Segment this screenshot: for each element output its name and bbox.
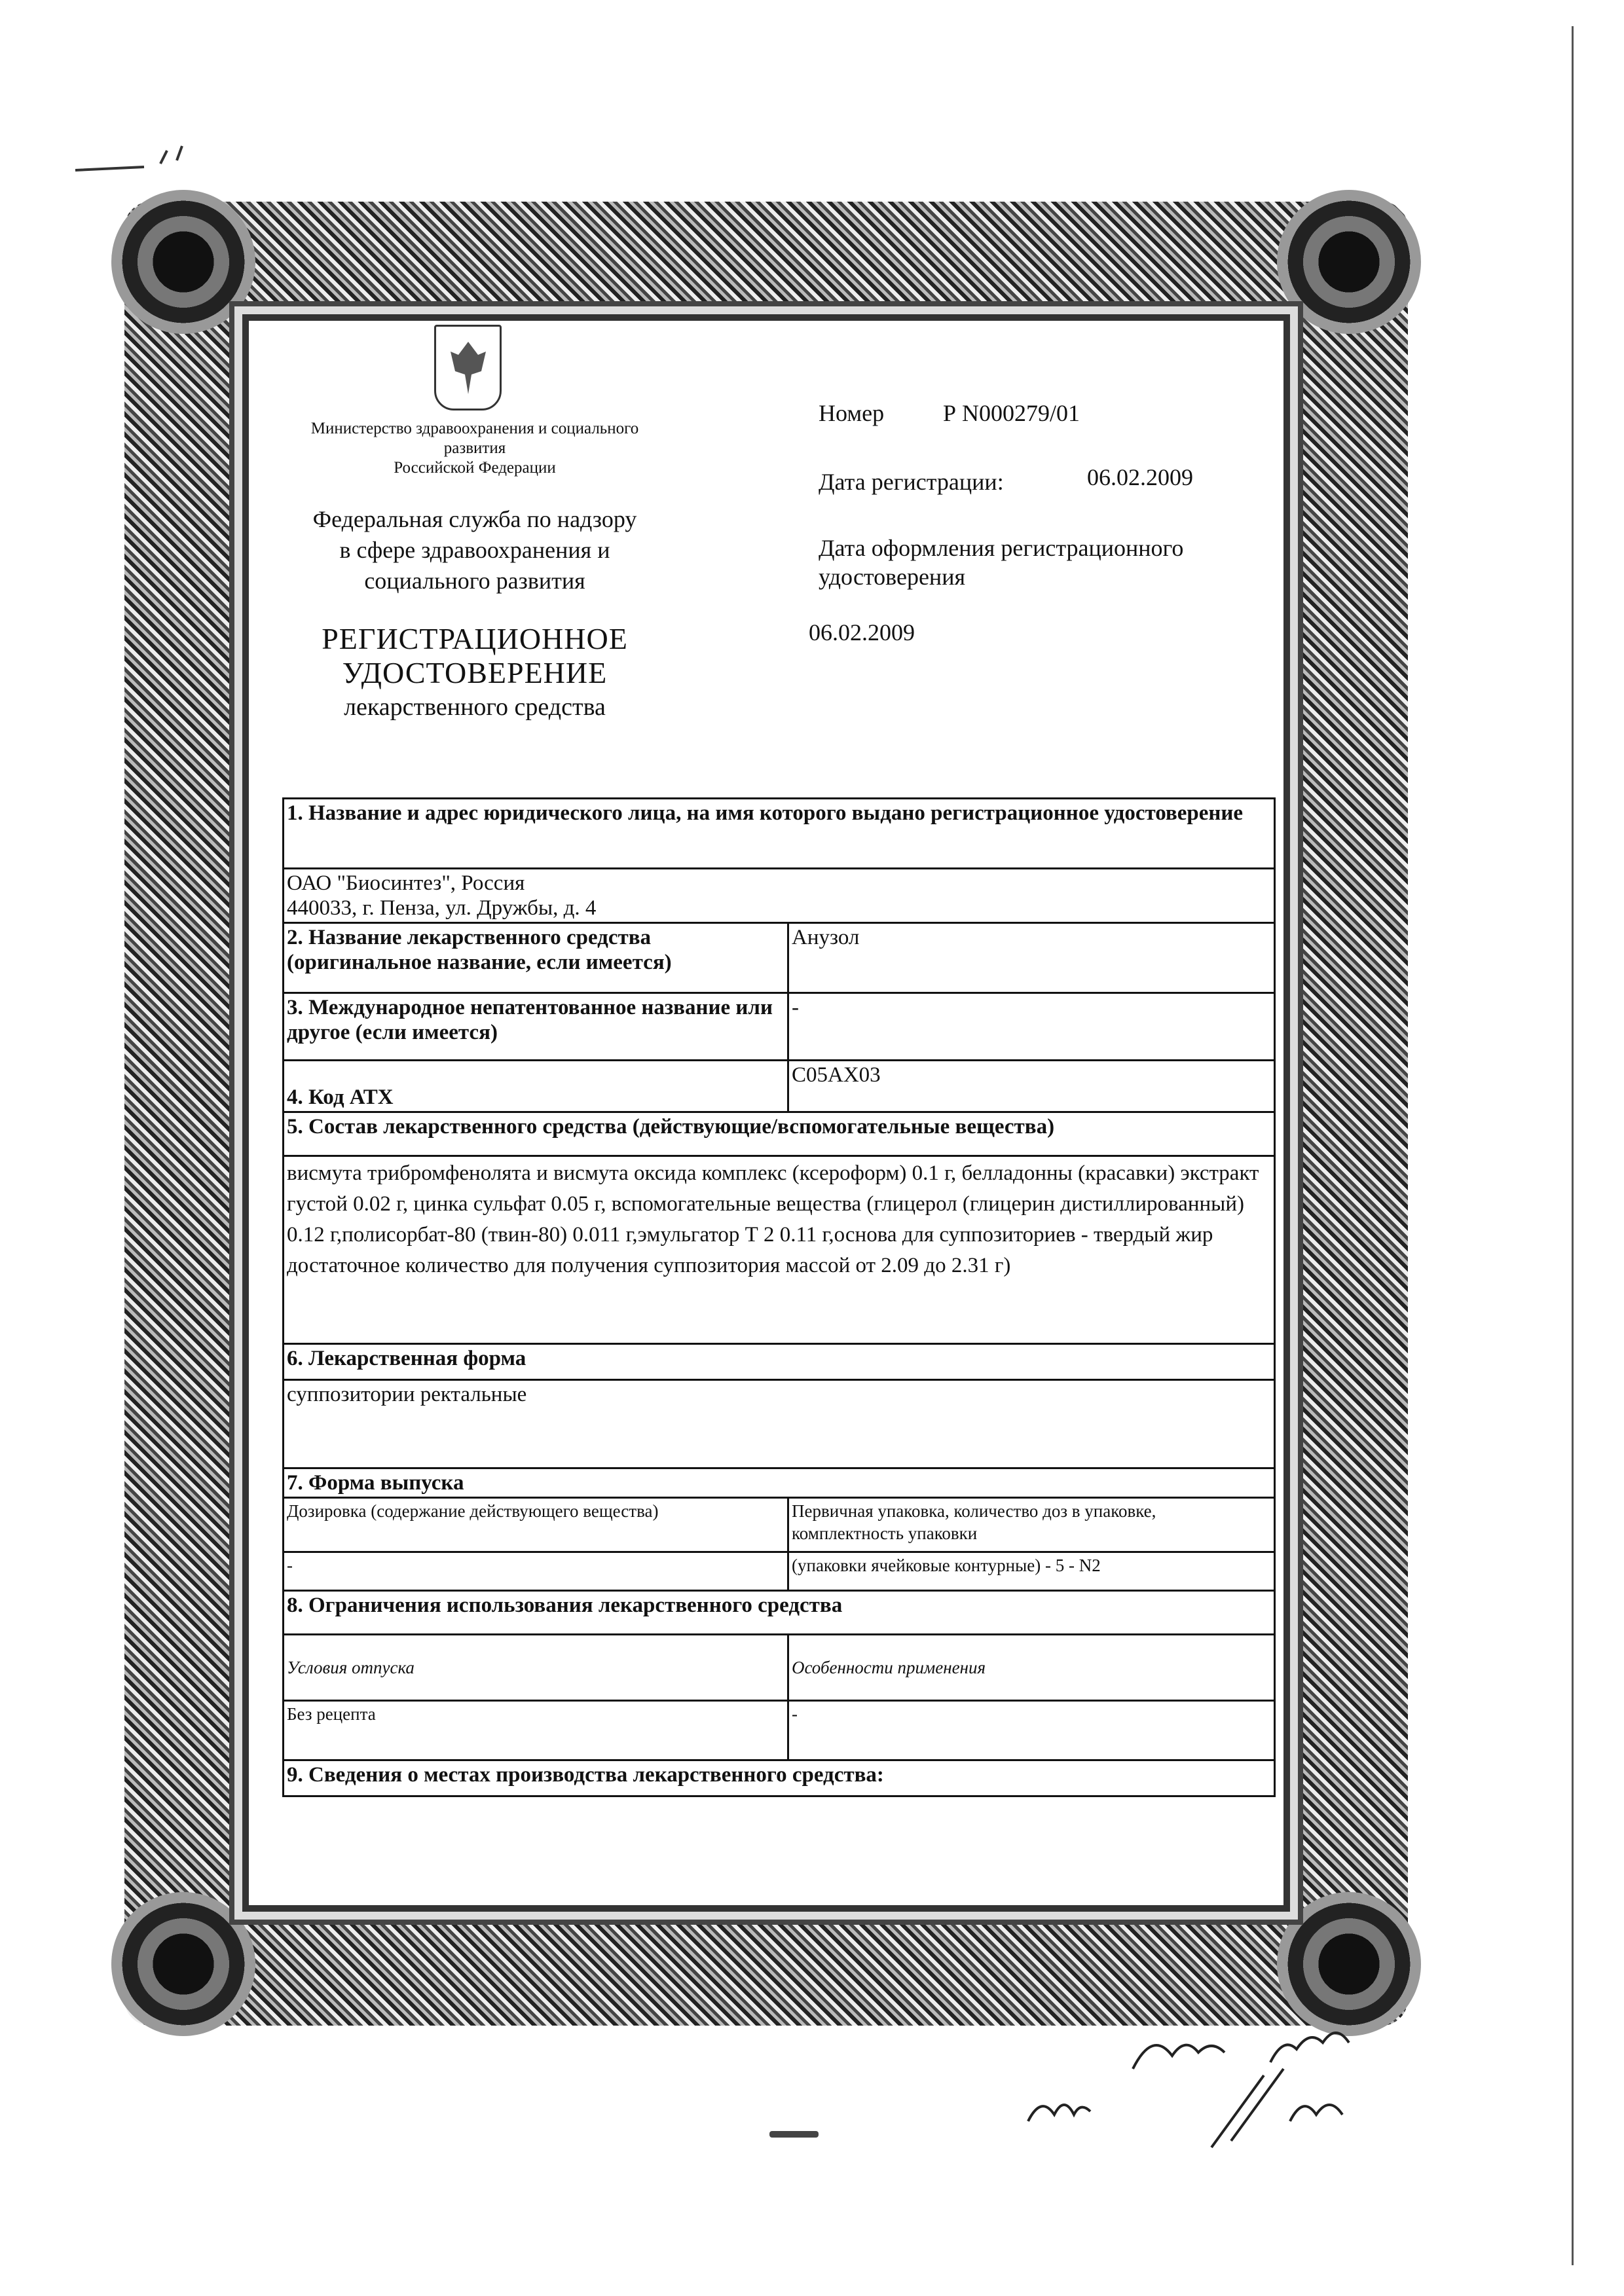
page-edge-line bbox=[1572, 26, 1574, 2265]
registration-table bbox=[282, 797, 1276, 1797]
issue-date-label-line: Дата оформления регистрационного bbox=[819, 535, 1184, 561]
packaging-header: Первичная упаковка, количество доз в упаковке, комплектность упаковки bbox=[788, 1498, 1275, 1552]
handwritten-signature bbox=[1015, 1990, 1486, 2160]
section-2-row bbox=[284, 923, 1275, 993]
section-1-value bbox=[284, 869, 1275, 923]
document-title bbox=[216, 622, 733, 690]
section-4-title: 4. Код АТХ bbox=[284, 1061, 788, 1112]
section-6-title-row bbox=[284, 1344, 1275, 1380]
issue-date-label bbox=[819, 534, 1183, 591]
section-1-title: 1. Название и адрес юридического лица, на имя которого выдано регистрационное удостоверение bbox=[284, 799, 1275, 869]
handwritten-mark bbox=[72, 141, 203, 180]
issue-date-value: 06.02.2009 bbox=[809, 619, 915, 646]
section-5-title: 5. Состав лекарственного средства (действующие/вспомогательные вещества) bbox=[284, 1112, 1275, 1156]
document-subtitle: лекарственного средства bbox=[344, 693, 606, 721]
section-8-title: 8. Ограничения использования лекарственного средства bbox=[284, 1591, 1275, 1635]
dosage-form-value: суппозитории ректальные bbox=[284, 1380, 1275, 1468]
ministry-line: Российской Федерации bbox=[394, 459, 556, 477]
border-corner-ornament bbox=[111, 190, 255, 334]
section-3-row bbox=[284, 993, 1275, 1061]
ministry-name bbox=[216, 419, 733, 478]
reg-date-value: 06.02.2009 bbox=[1087, 464, 1193, 490]
dispensing-conditions-value: Без рецепта bbox=[284, 1701, 788, 1760]
section-3-title: 3. Международное непатентованное название или другое (если имеется) bbox=[284, 993, 788, 1061]
dosage-value: - bbox=[284, 1552, 788, 1591]
border-corner-ornament bbox=[1277, 190, 1421, 334]
number-value: Р N000279/01 bbox=[943, 400, 1080, 426]
usage-features-header: Особенности применения bbox=[788, 1635, 1275, 1701]
section-2-title: 2. Название лекарственного средства (оригинальное название, если имеется) bbox=[284, 923, 788, 993]
packaging-value: (упаковки ячейковые контурные) - 5 - N2 bbox=[788, 1552, 1275, 1591]
ministry-line: развития bbox=[443, 439, 506, 457]
service-line: Федеральная служба по надзору bbox=[312, 506, 637, 532]
section-7-header-row bbox=[284, 1498, 1275, 1552]
section-7-title: 7. Форма выпуска bbox=[284, 1468, 1275, 1498]
section-6-value-row bbox=[284, 1380, 1275, 1468]
issue-date-label-line: удостоверения bbox=[819, 564, 966, 590]
section-7-value-row bbox=[284, 1552, 1275, 1591]
composition-value: висмута трибромфенолята и висмута оксида комплекс (ксероформ) 0.1 г, белладонны (красавки) экстракт густой 0.02 г, цинка сульфат 0.05 г, вспомогательные вещества (глицерол (глицерин дистиллированный) 0.12 г,полисорбат-80 (твин-80) 0.011 г,эмульгатор Т 2 0.11 г,основа для суппозиториев - твердый жир достаточное количество для получения суппозитория массой от 2.09 до 2.31 г) bbox=[284, 1156, 1275, 1344]
section-5-title-row bbox=[284, 1112, 1275, 1156]
dispensing-conditions-header: Условия отпуска bbox=[284, 1635, 788, 1701]
page-mark bbox=[769, 2131, 819, 2138]
service-line: в сфере здравоохранения и bbox=[339, 537, 610, 563]
reg-date-label: Дата регистрации: bbox=[819, 469, 1004, 495]
section-6-title: 6. Лекарственная форма bbox=[284, 1344, 1275, 1380]
section-8-value-row bbox=[284, 1701, 1275, 1760]
coat-of-arms-emblem bbox=[434, 325, 502, 410]
number-label: Номер bbox=[819, 400, 885, 426]
service-line: социального развития bbox=[364, 568, 585, 594]
section-9-title: 9. Сведения о местах производства лекарственного средства: bbox=[284, 1760, 1275, 1796]
section-1-title-row bbox=[284, 799, 1275, 869]
section-1-value-row bbox=[284, 869, 1275, 923]
drug-name-value: Анузол bbox=[788, 923, 1275, 993]
usage-features-value: - bbox=[788, 1701, 1275, 1760]
section-8-header-row bbox=[284, 1635, 1275, 1701]
title-line: УДОСТОВЕРЕНИЕ bbox=[342, 656, 608, 689]
section-4-row bbox=[284, 1061, 1275, 1112]
title-line: РЕГИСТРАЦИОННОЕ bbox=[322, 622, 628, 655]
dosage-header: Дозировка (содержание действующего вещества) bbox=[284, 1498, 788, 1552]
inn-value: - bbox=[788, 993, 1275, 1061]
company-address: 440033, г. Пенза, ул. Дружбы, д. 4 bbox=[287, 896, 597, 920]
section-9-title-row bbox=[284, 1760, 1275, 1796]
border-corner-ornament bbox=[111, 1892, 255, 2036]
section-7-title-row bbox=[284, 1468, 1275, 1498]
section-8-title-row bbox=[284, 1591, 1275, 1635]
service-name bbox=[216, 504, 733, 596]
ministry-line: Министерство здравоохранения и социального bbox=[310, 420, 639, 437]
section-5-value-row bbox=[284, 1156, 1275, 1344]
eagle-icon bbox=[445, 335, 491, 401]
company-name: ОАО "Биосинтез", Россия bbox=[287, 871, 525, 895]
atc-code-value: C05AX03 bbox=[788, 1061, 1275, 1112]
